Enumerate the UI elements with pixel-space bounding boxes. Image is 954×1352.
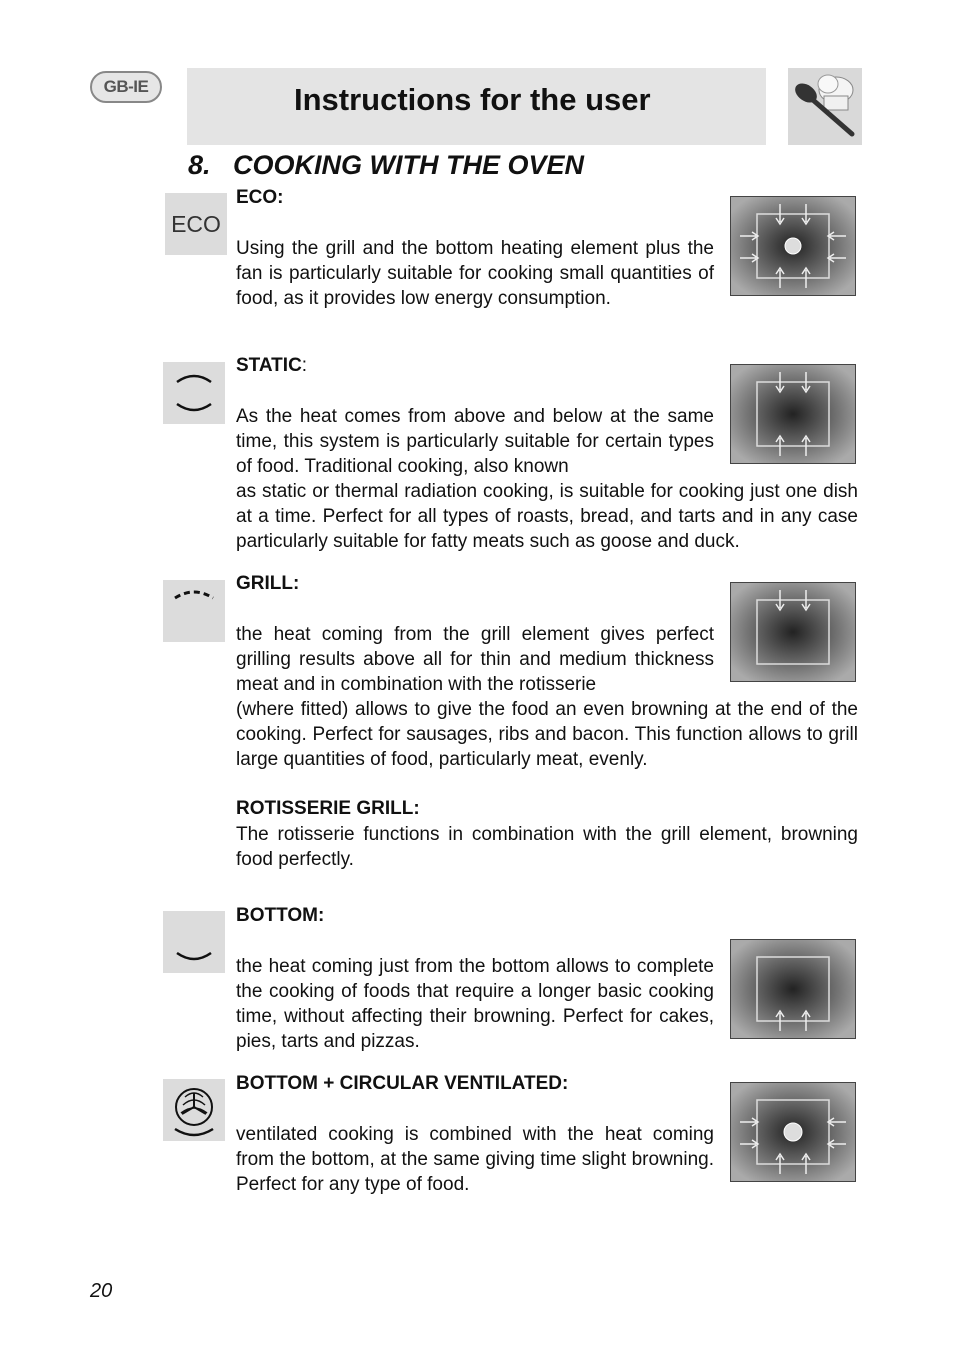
static-description-part-1: As the heat comes from above and below at the same time, this system is particularly suitable for certain types of food. Traditional cooking, also known (236, 406, 714, 477)
language-badge: GB-IE (90, 71, 162, 103)
static-heading (236, 355, 307, 377)
bottom-description: the heat coming just from the bottom allows to complete the cooking of foods that require a longer basic cooking time, without affecting their browning. Perfect for cakes, pies, tarts and pizzas. (236, 956, 714, 1052)
grill-heading: GRILL: (236, 573, 300, 594)
eco-icon-label: ECO (171, 211, 221, 237)
eco-heading: ECO: (236, 187, 284, 208)
static-heading-colon: : (301, 355, 308, 376)
grill-description-part-1: the heat coming from the grill element gives perfect grilling results above all for thin and medium thickness meat and in combination with the rotisserie (236, 624, 714, 695)
grill-function-icon (163, 580, 225, 642)
grill-description-part-2: (where fitted) allows to give the food an even browning at the end of the cooking. Perfect for sausages, ribs and bacon. This function allows to grill large quantities of food, particularly meat, evenly. (236, 699, 858, 770)
bottom-oven-diagram (730, 939, 856, 1039)
bottom-fan-heading: BOTTOM + CIRCULAR VENTILATED: (236, 1073, 569, 1094)
bottom-function-icon (163, 911, 225, 973)
bottom-fan-description: ventilated cooking is combined with the heat coming from the bottom, at the same giving time slight browning. Perfect for any type of food. (236, 1124, 714, 1195)
bottom-heading: BOTTOM: (236, 905, 325, 926)
rotisserie-description: The rotisserie functions in combination with the grill element, browning food perfectly. (236, 824, 858, 870)
section-title: 8. COOKING WITH THE OVEN (188, 150, 585, 180)
bottom-fan-oven-diagram (730, 1082, 856, 1182)
page-title: Instructions for the user (294, 82, 651, 117)
bottom-fan-function-icon (163, 1079, 225, 1141)
static-heading-label: STATIC (236, 355, 302, 376)
static-function-icon (163, 362, 225, 424)
grill-oven-diagram (730, 582, 856, 682)
page-number: 20 (90, 1280, 113, 1302)
eco-oven-diagram (730, 196, 856, 296)
static-oven-diagram (730, 364, 856, 464)
static-description-part-2: as static or thermal radiation cooking, is suitable for cooking just one dish at a time. Perfect for all types of roasts, bread, and tarts and in any case particularly suitable for fatty meats such as goose and duck. (236, 481, 858, 552)
chef-hat-spoon-icon (788, 68, 862, 145)
eco-function-icon (165, 193, 227, 255)
eco-description: Using the grill and the bottom heating element plus the fan is particularly suitable for cooking small quantities of food, as it provides low energy consumption. (236, 238, 714, 309)
rotisserie-heading: ROTISSERIE GRILL: (236, 798, 420, 819)
